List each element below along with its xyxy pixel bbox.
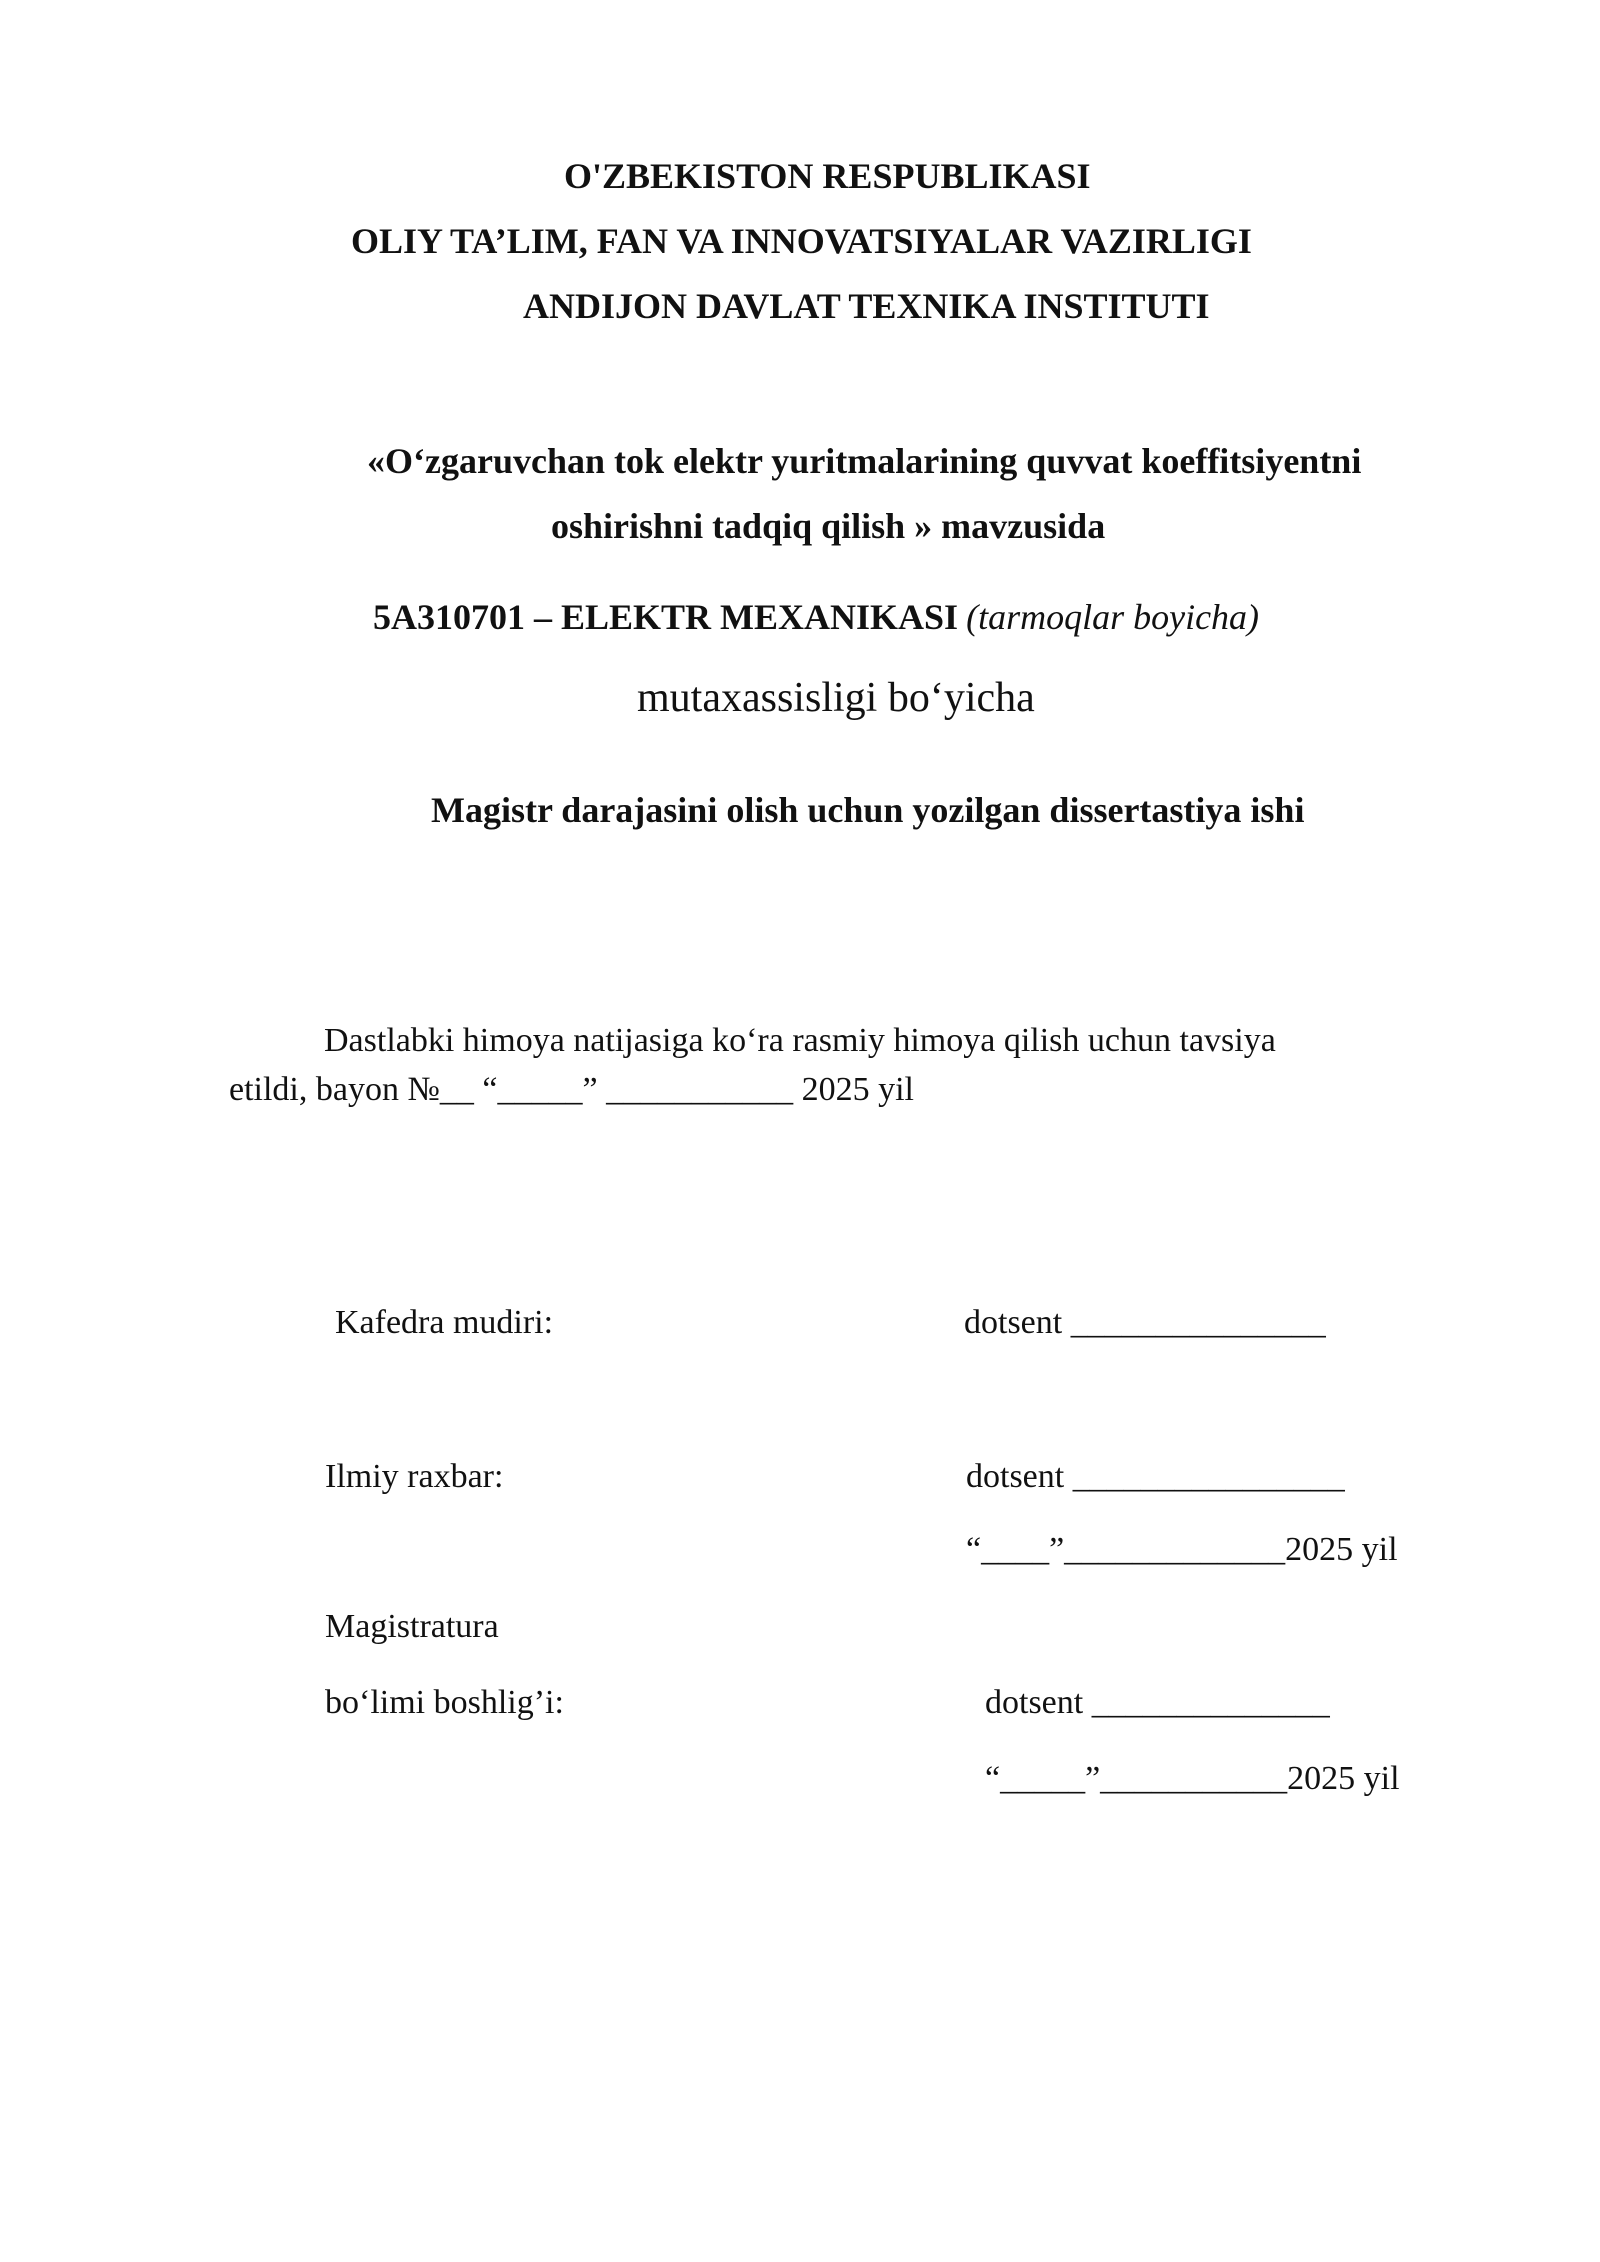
header-ministry: OLIY TA’LIM, FAN VA INNOVATSIYALAR VAZIRLIGI [351, 221, 1252, 261]
masters-department-signature: dotsent ______________ [985, 1684, 1330, 1721]
supervisor-signature: dotsent ________________ [966, 1458, 1345, 1495]
degree-line: Magistr darajasini olish uchun yozilgan dissertastiya ishi [431, 790, 1305, 830]
supervisor-label: Ilmiy raxbar: [325, 1458, 504, 1495]
header-institute: ANDIJON DAVLAT TEXNIKA INSTITUTI [523, 286, 1210, 326]
masters-department-label-2: bo‘limi boshlig’i: [325, 1684, 564, 1721]
topic-line-1: «O‘zgaruvchan tok elektr yuritmalarining quvvat koeffitsiyentni [367, 441, 1362, 481]
masters-department-date: “_____”___________2025 yil [985, 1760, 1400, 1797]
header-republic: O'ZBEKISTON RESPUBLIKASI [564, 156, 1091, 196]
recommendation-paragraph [229, 1016, 1449, 1066]
recommendation-line-2: etildi, bayon №__ “_____” ___________ 2025 yil [229, 1071, 914, 1108]
topic-line-2: oshirishni tadqiq qilish » mavzusida [551, 506, 1106, 546]
supervisor-date: “____”_____________2025 yil [966, 1531, 1398, 1568]
specialty-line-2: mutaxassisligi bo‘yicha [637, 675, 1035, 721]
masters-department-label-1: Magistratura [325, 1608, 499, 1645]
recommendation-line-1: Dastlabki himoya natijasiga ko‘ra rasmiy himoya qilish uchun tavsiya [324, 1022, 1276, 1059]
specialty-line [373, 599, 1259, 635]
head-of-department-signature: dotsent _______________ [964, 1304, 1326, 1341]
head-of-department-label: Kafedra mudiri: [335, 1304, 554, 1341]
specialty-code: 5A310701 – ELEKTR MEXANIKASI [373, 597, 959, 637]
specialty-note: (tarmoqlar boyicha) [966, 597, 1260, 637]
